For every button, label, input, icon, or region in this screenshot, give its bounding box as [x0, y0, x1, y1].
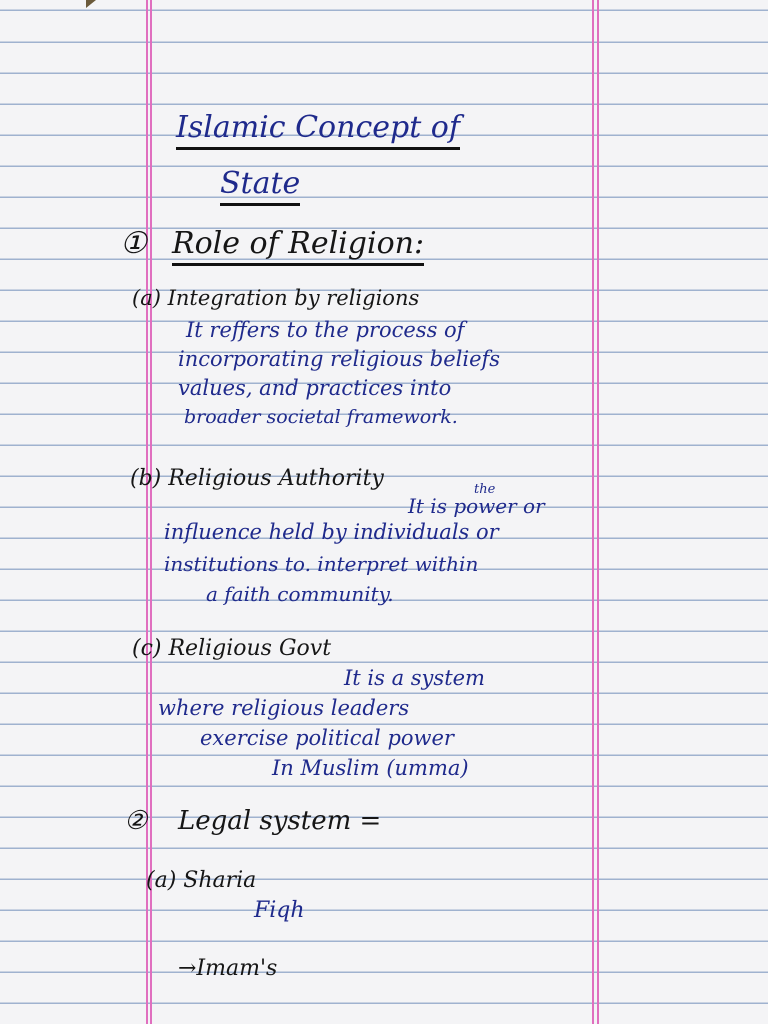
- page-title-line1: Islamic Concept of: [176, 110, 460, 150]
- right-margin-line-2: [597, 0, 599, 1024]
- note-line: where religious leaders: [158, 696, 410, 720]
- subheading: (c) Religious Govt: [132, 636, 332, 661]
- section-heading: Legal system =: [178, 806, 382, 836]
- note-line: exercise political power: [200, 726, 454, 750]
- note-line: influence held by individuals or: [164, 520, 499, 544]
- note-insertion: the: [474, 482, 496, 497]
- note-line: institutions to. interpret within: [164, 552, 479, 576]
- paper-corner: [86, 0, 96, 8]
- section-heading: Role of Religion:: [172, 226, 424, 266]
- page-title-line2: State: [220, 166, 300, 206]
- note-line: It reffers to the process of: [186, 318, 465, 342]
- subheading: (b) Religious Authority: [130, 466, 384, 491]
- note-line: incorporating religious beliefs: [178, 347, 501, 371]
- subheading: →Imam's: [178, 956, 278, 981]
- subheading: (a) Sharia: [146, 868, 257, 893]
- section-number: ②: [124, 806, 148, 836]
- section-number: ①: [120, 226, 147, 261]
- subheading: (a) Integration by religions: [132, 286, 420, 310]
- right-margin-line: [592, 0, 594, 1024]
- note-line: It is power or: [408, 494, 545, 518]
- note-line: a faith community.: [206, 582, 394, 606]
- note-line: values, and practices into: [178, 376, 452, 400]
- note-line: broader societal framework.: [184, 406, 458, 428]
- note-line: In Muslim (umma): [272, 756, 469, 780]
- note-line: It is a system: [344, 666, 485, 690]
- note-line: Fiqh: [254, 898, 305, 923]
